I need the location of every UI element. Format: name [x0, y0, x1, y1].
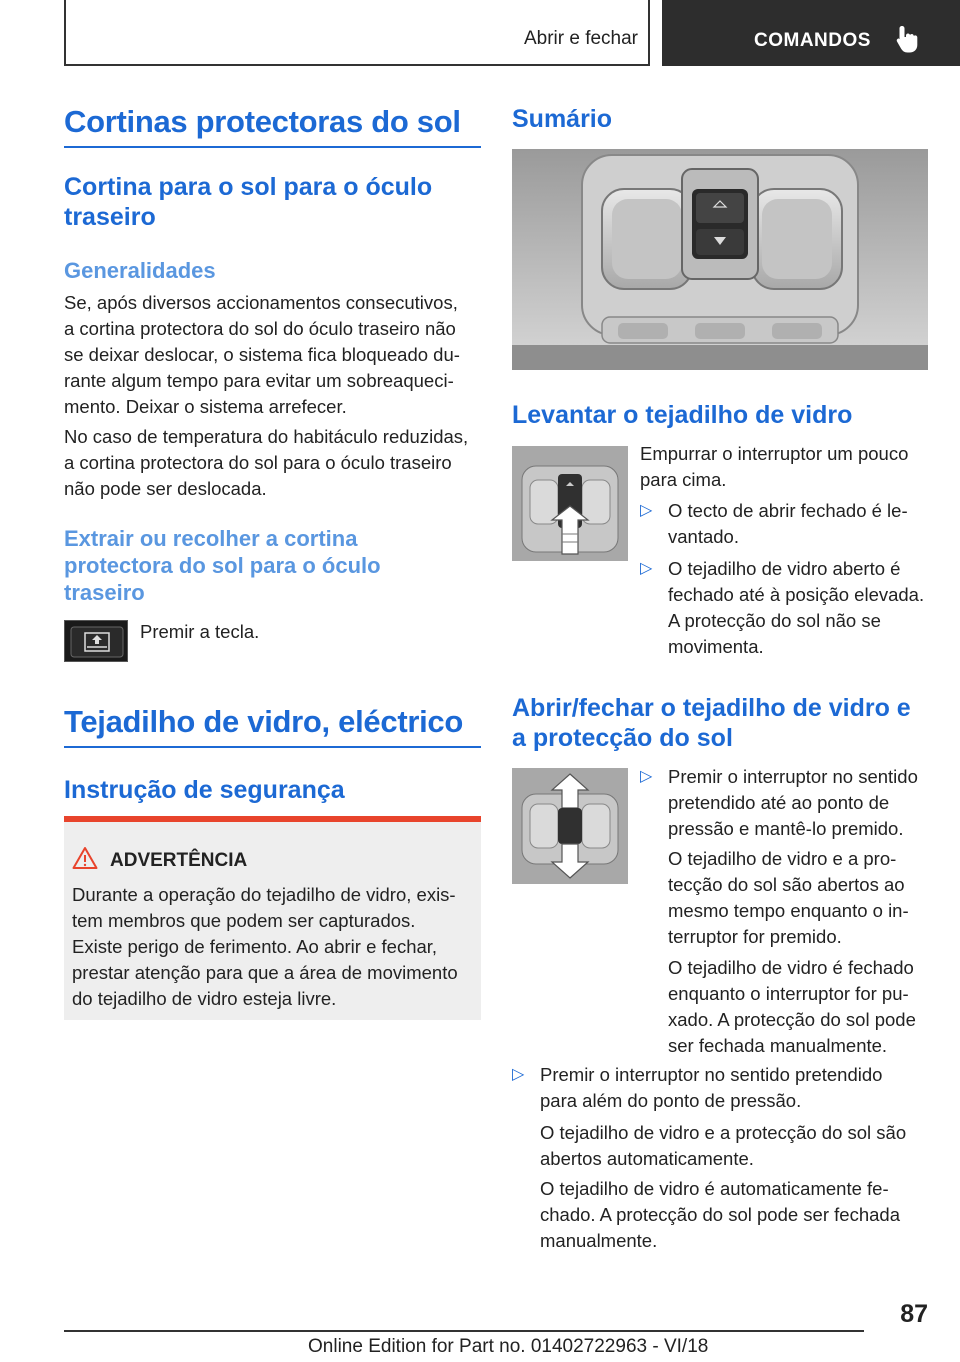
hand-pointer-icon	[894, 24, 920, 54]
heading-raise-roof: Levantar o tejadilho de vidro	[512, 401, 853, 429]
open-close-bullet-2-para-3: O tejadilho de vidro é automaticamente fe- chado. A protecção do sol pode ser fechada manualmente.	[540, 1178, 900, 1251]
press-button-text: Premir a tecla.	[140, 621, 260, 642]
heading-overview: Sumário	[512, 105, 613, 133]
header-chapter-tab	[662, 0, 960, 66]
raise-bullet-2: ▷ O tejadilho de vidro aberto é fechado até à posição elevada. A protecção do sol não se movimenta.	[640, 558, 925, 657]
header-chapter-label: COMANDOS	[754, 30, 871, 51]
open-close-bullet-2-para-2: O tejadilho de vidro e a protecção do sol são abertos automaticamente.	[540, 1122, 907, 1169]
bullet-triangle-icon: ▷	[512, 1066, 525, 1083]
warning-box	[64, 816, 481, 1020]
warning-text: Durante a operação do tejadilho de vidro, exis- tem membros que podem ser capturados. Existe perigo de ferimento. Ao abrir e fechar, prestar atenção para que a área de movimento do tejadilho de vidro esteja livre.	[72, 884, 458, 1009]
warning-title: ADVERTÊNCIA	[110, 850, 248, 871]
open-close-bullet-2: ▷ Premir o interruptor no sentido pretendido para além do ponto de pressão.	[512, 1064, 883, 1111]
heading-safety: Instrução de segurança	[64, 776, 345, 804]
header-section-title: Abrir e fechar	[523, 28, 638, 49]
paragraph-general-1: Se, após diversos accionamentos consecutivos, a cortina protectora do sol do óculo traseiro não se deixar deslocar, o sistema fica bloqueado du- rante algum tempo para evitar um sobreaqueci- mento. Deixar o sistema arrefecer.	[64, 292, 460, 417]
bullet-triangle-icon: ▷	[640, 560, 653, 577]
heading-rule	[64, 146, 481, 148]
heading-open-close: Abrir/fechar o tejadilho de vidro e a protecção do sol	[512, 694, 911, 752]
heading-glass-roof: Tejadilho de vidro, eléctrico	[64, 704, 463, 739]
footer-rule	[64, 1330, 864, 1332]
heading-rule-roof	[64, 746, 481, 748]
raise-bullet-1: ▷ O tecto de abrir fechado é le- vantado.	[640, 500, 908, 547]
overhead-console-photo	[512, 149, 928, 370]
bullet-triangle-icon: ▷	[640, 502, 653, 519]
paragraph-general-2: No caso de temperatura do habitáculo reduzidas, a cortina protectora do sol para o óculo traseiro não pode ser deslocada.	[64, 426, 469, 499]
warning-triangle-icon	[72, 846, 98, 870]
raise-intro-text: Empurrar o interruptor um pouco para cima.	[640, 443, 909, 490]
bullet-triangle-icon: ▷	[640, 768, 653, 785]
footer-edition: Online Edition for Part no. 01402722963 - VI/18	[308, 1336, 709, 1357]
switch-open-close-image	[512, 768, 628, 884]
open-close-bullet-1-para-2: O tejadilho de vidro e a pro- tecção do sol são abertos ao mesmo tempo enquanto o in- terruptor for premido.	[668, 848, 909, 947]
open-close-bullet-1: ▷ Premir o interruptor no sentido pretendido até ao ponto de pressão e mantê-lo premido.	[640, 766, 918, 839]
heading-general: Generalidades	[64, 258, 216, 283]
open-close-bullet-1-para-3: O tejadilho de vidro é fechado enquanto o interruptor for pu- xado. A protecção do sol pode ser fechada manualmente.	[668, 957, 916, 1056]
sunblind-button-image	[64, 620, 128, 662]
heading-sunblinds: Cortinas protectoras do sol	[64, 104, 461, 139]
switch-raise-image	[512, 446, 628, 561]
heading-extend-blind: Extrair ou recolher a cortina protectora do sol para o óculo traseiro	[64, 526, 381, 605]
header-frame	[64, 0, 650, 66]
page-number: 87	[900, 1300, 928, 1328]
heading-rear-blind: Cortina para o sol para o óculo traseiro	[64, 173, 433, 231]
